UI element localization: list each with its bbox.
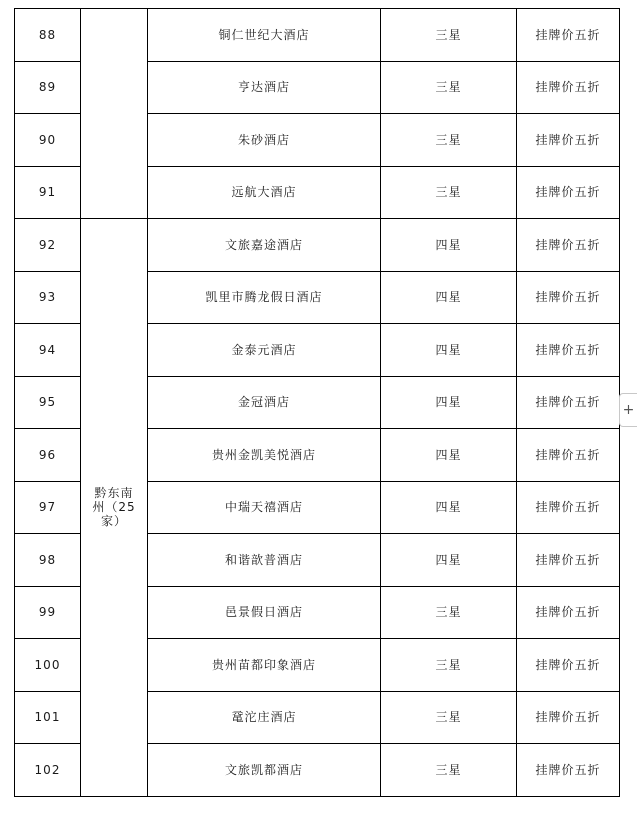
star-rating: 三星	[381, 744, 517, 797]
discount: 挂牌价五折	[517, 429, 620, 482]
hotel-name: 中瑞天禧酒店	[148, 481, 381, 534]
add-row-handle[interactable]	[619, 393, 637, 427]
hotel-name: 贵州苗都印象酒店	[148, 639, 381, 692]
row-number: 100	[15, 639, 81, 692]
star-rating: 三星	[381, 9, 517, 62]
hotel-name: 和谐歆普酒店	[148, 534, 381, 587]
hotel-name: 远航大酒店	[148, 166, 381, 219]
star-rating: 四星	[381, 429, 517, 482]
row-number: 89	[15, 61, 81, 114]
discount: 挂牌价五折	[517, 534, 620, 587]
discount: 挂牌价五折	[517, 166, 620, 219]
row-number: 98	[15, 534, 81, 587]
hotel-name: 文旅嘉途酒店	[148, 219, 381, 272]
star-rating: 三星	[381, 691, 517, 744]
discount: 挂牌价五折	[517, 271, 620, 324]
region-cell-previous	[81, 9, 148, 219]
row-number: 96	[15, 429, 81, 482]
star-rating: 三星	[381, 166, 517, 219]
discount: 挂牌价五折	[517, 586, 620, 639]
star-rating: 三星	[381, 639, 517, 692]
discount: 挂牌价五折	[517, 691, 620, 744]
row-number: 91	[15, 166, 81, 219]
discount: 挂牌价五折	[517, 481, 620, 534]
row-number: 88	[15, 9, 81, 62]
table-row	[15, 9, 620, 62]
star-rating: 四星	[381, 481, 517, 534]
row-number: 97	[15, 481, 81, 534]
star-rating: 四星	[381, 324, 517, 377]
row-number: 90	[15, 114, 81, 167]
hotel-name: 铜仁世纪大酒店	[148, 9, 381, 62]
hotel-name: 贵州金凯美悦酒店	[148, 429, 381, 482]
star-rating: 四星	[381, 271, 517, 324]
discount: 挂牌价五折	[517, 114, 620, 167]
hotel-name: 鼋沱庄酒店	[148, 691, 381, 744]
discount: 挂牌价五折	[517, 61, 620, 114]
hotel-name: 金冠酒店	[148, 376, 381, 429]
hotel-name: 亨达酒店	[148, 61, 381, 114]
row-number: 95	[15, 376, 81, 429]
discount: 挂牌价五折	[517, 376, 620, 429]
hotel-name: 凯里市腾龙假日酒店	[148, 271, 381, 324]
star-rating: 四星	[381, 219, 517, 272]
discount: 挂牌价五折	[517, 219, 620, 272]
row-number: 102	[15, 744, 81, 797]
hotel-name: 文旅凯都酒店	[148, 744, 381, 797]
discount: 挂牌价五折	[517, 324, 620, 377]
discount: 挂牌价五折	[517, 9, 620, 62]
row-number: 101	[15, 691, 81, 744]
row-number: 94	[15, 324, 81, 377]
table-row	[15, 219, 620, 272]
star-rating: 三星	[381, 586, 517, 639]
hotel-name: 金泰元酒店	[148, 324, 381, 377]
star-rating: 三星	[381, 114, 517, 167]
plus-icon: +	[622, 402, 635, 418]
hotel-name: 朱砂酒店	[148, 114, 381, 167]
hotel-table	[14, 8, 620, 797]
region-label: 黔东南州（25家）	[92, 485, 136, 529]
row-number: 92	[15, 219, 81, 272]
discount: 挂牌价五折	[517, 639, 620, 692]
row-number: 99	[15, 586, 81, 639]
star-rating: 三星	[381, 61, 517, 114]
row-number: 93	[15, 271, 81, 324]
hotel-name: 邑景假日酒店	[148, 586, 381, 639]
star-rating: 四星	[381, 534, 517, 587]
discount: 挂牌价五折	[517, 744, 620, 797]
region-cell	[81, 219, 148, 797]
star-rating: 四星	[381, 376, 517, 429]
